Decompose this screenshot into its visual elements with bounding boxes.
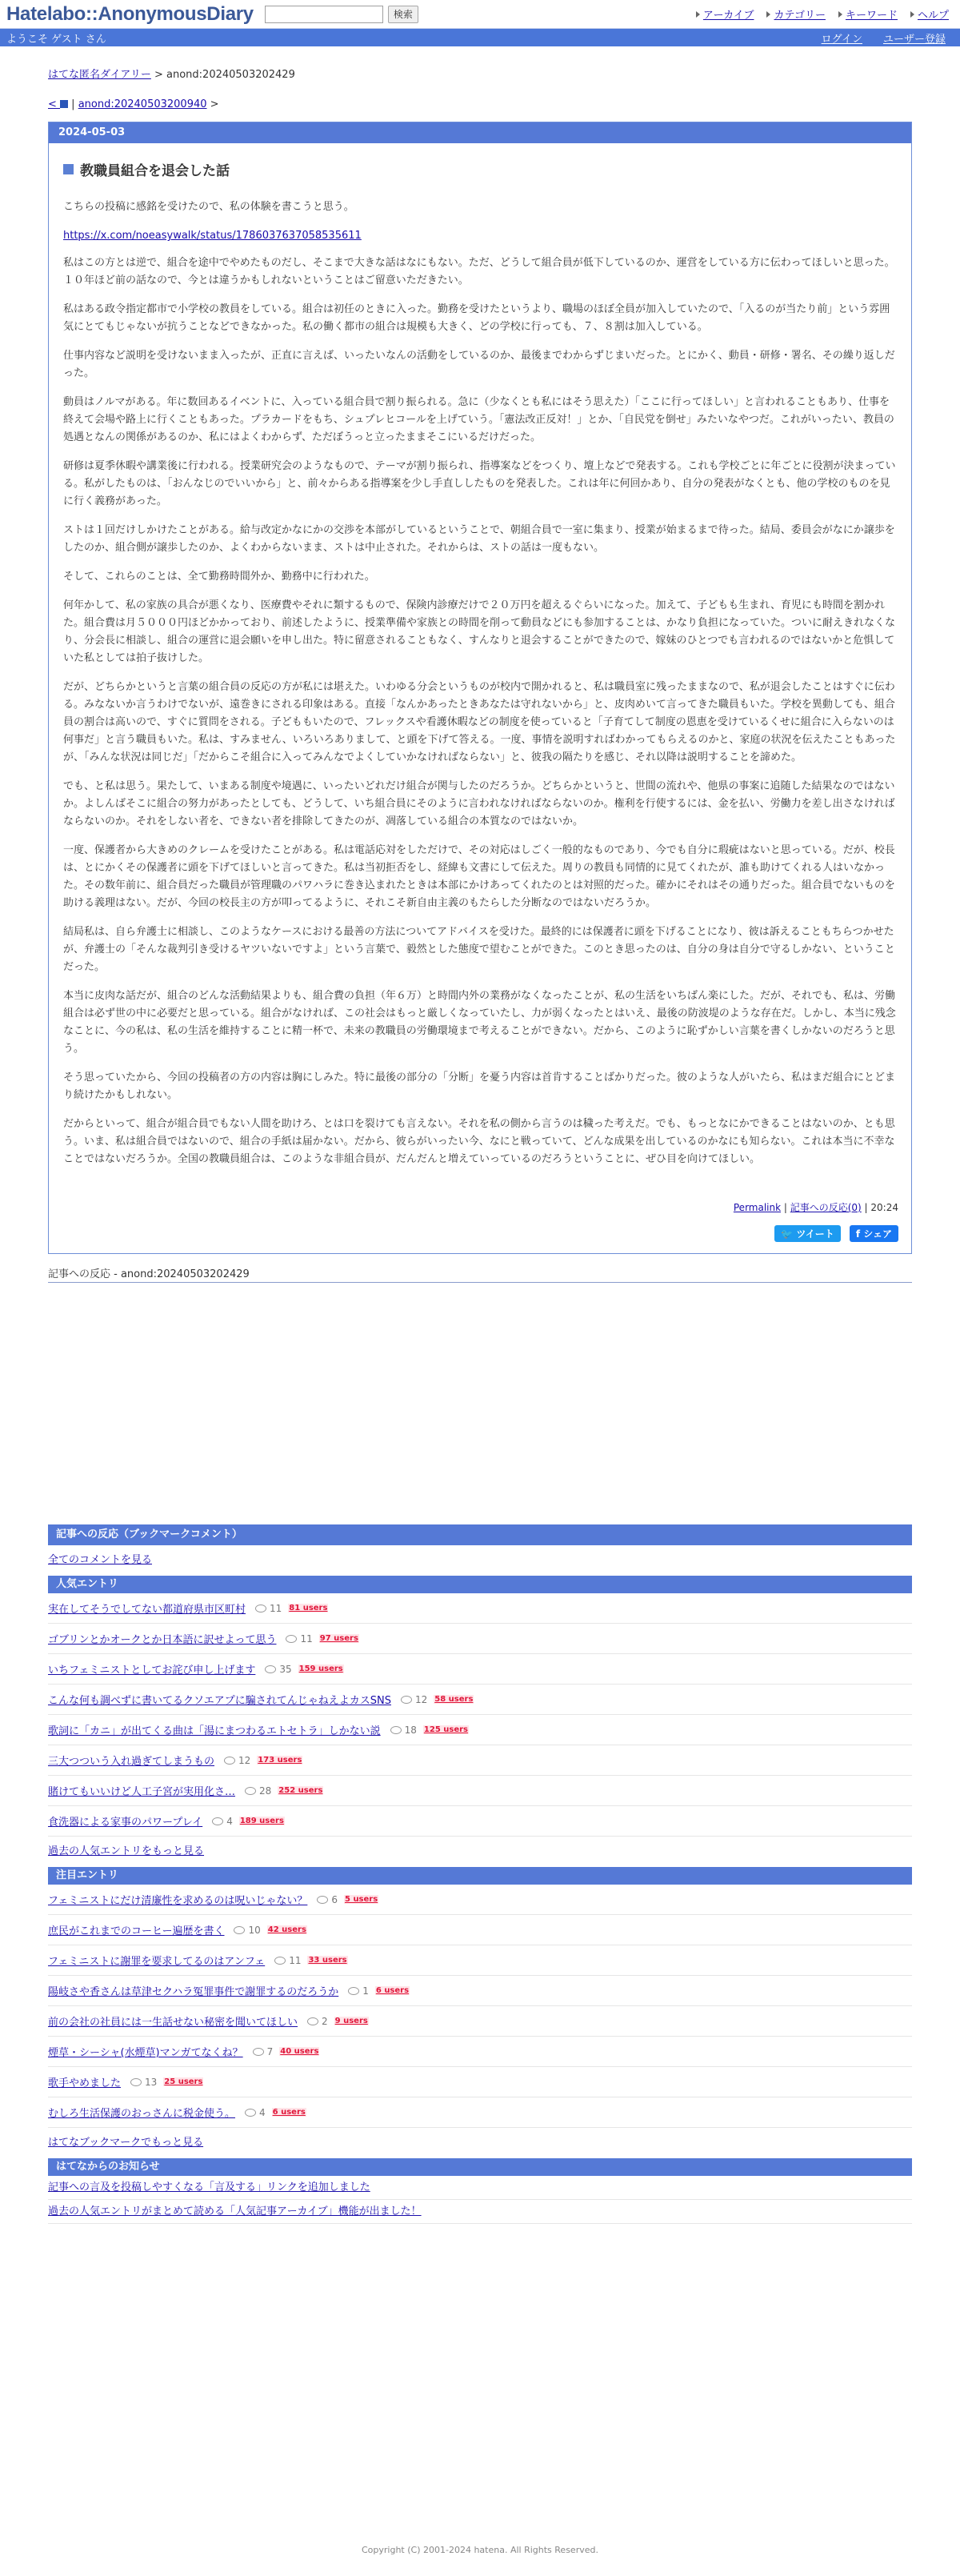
nav-archive-label: アーカイブ	[702, 10, 754, 22]
bookmark-users-badge[interactable]: 9 users	[334, 2017, 368, 2025]
featured-list	[48, 1885, 912, 2128]
bookmark-users-badge[interactable]: 81 users	[289, 1604, 328, 1613]
triangle-right-icon	[838, 11, 842, 18]
comment-count: 13	[145, 2076, 158, 2088]
bookmark-users-badge[interactable]: 252 users	[278, 1786, 323, 1795]
bookmark-users-badge[interactable]: 6 users	[272, 2108, 306, 2117]
entry-row	[48, 1806, 912, 1837]
entry-row	[48, 1776, 912, 1806]
all-comments-link[interactable]: 全てのコメントを見る	[48, 1554, 153, 1566]
entry-link[interactable]: 庶民がこれまでのコーヒー遍歴を書く	[48, 1925, 225, 1937]
entry-paragraph: 仕事内容など説明を受けないまま入ったが、正直に言えば、いったいなんの活動をしているのか、最後までわからずじまいだった。とにかく、動員・研修・署名、その繰り返しだった。	[63, 350, 895, 379]
entry-paragraph: 結局私は、自ら弁護士に相談し、このようなケースにおける最善の方法についてアドバイスを受けた。最終的には保護者に頭を下げることになり、彼は訴えることもちらつかせたが、弁護士の「そんな裁判引き受けるヤツいないですよ」という言葉で、毅然とした態度で望むことができた。このとき思ったのは、自分の身は自分で守るしかない、ということだった。	[63, 926, 895, 973]
nav-help-label: ヘルプ	[917, 10, 949, 22]
entry-link[interactable]: こんな何も調べずに書いてるクソエアプに騙されてんじゃねえよカスSNS	[48, 1695, 391, 1707]
entry-paragraph: 本当に皮肉な話だが、組合のどんな活動結果よりも、組合費の負担（年６万）と時間内外の業務がなくなったことが、私の生活をいちばん楽にした。だが、それでも、私は、労働組合は必ず世の中に必要だと思っている。組合がなければ、この社会はもっと厳しくなっていたし、力が弱くなったとはいえ、最後の防波堤のような存在だ。しかし、本当に残念なことに、今の私は、私の生活を維持することに精一杯で、未来の教職員の労働環境まで考えることができない。だから、このように恥ずかしい言葉を書くしかないのだろうと思う。	[63, 990, 896, 1055]
entry-body	[49, 143, 911, 1253]
entry-row	[48, 1976, 912, 2006]
entry-row	[48, 1915, 912, 1945]
bookmark-users-badge[interactable]: 97 users	[319, 1634, 358, 1643]
pager	[48, 98, 912, 110]
entry-paragraph: だからといって、組合が組合員でもない人間を助けろ、とは口を裂けても言えない。それを私の側から言うのは穢った考えだ。でも、もっとなにかできることはないのか、とも思う。いま、私は組合員ではないので、組合の手紙は届かない。だから、彼らがいったい今、なにと戦っていて、どんな成果を出しているのかなにも知らない。これは本当に不幸なことではないだろうか。全国の教職員組合は、このような非組合員が、だんだんと増えていっているのだろうということに、ぜひ目を向けてほしい。	[63, 1118, 895, 1165]
comment-count: 6	[331, 1893, 338, 1905]
entry-intro: こちらの投稿に感銘を受けたので、私の体験を書こうと思う。	[63, 201, 354, 213]
comment-count: 11	[289, 1954, 302, 1966]
reaction-heading: 記事への反応 - anond:20240503202429	[48, 1265, 912, 1283]
user-bar	[0, 29, 960, 46]
entry-link[interactable]: いちフェミニストとしてお詫び申し上げます	[48, 1665, 256, 1677]
bookmark-users-badge[interactable]: 173 users	[258, 1756, 302, 1765]
bookmark-users-badge[interactable]: 159 users	[298, 1665, 343, 1673]
entry-paragraph: 私はある政令指定都市で小学校の教員をしている。組合は初任のときに入った。勤務を受けたというより、職場のほぼ全員が加入していたので、「入るのが当たり前」という雰囲気にとてもじゃないが抗うことなどできなかった。私の働く都市の組合は規模も大きく、どの学校に行っても、７、８割は加入している。	[63, 303, 890, 333]
popular-more-link[interactable]: 過去の人気エントリをもっと見る	[48, 1845, 205, 1857]
featured-more-link[interactable]: はてなブックマークでもっと見る	[48, 2137, 204, 2149]
bookmark-users-badge[interactable]: 33 users	[308, 1956, 347, 1965]
title-square-icon	[63, 164, 74, 174]
entry-link[interactable]: 歌手やめました	[48, 2077, 122, 2089]
bookmark-comments-heading: 記事への反応（ブックマークコメント）	[48, 1524, 912, 1545]
bookmark-users-badge[interactable]: 5 users	[345, 1895, 378, 1904]
entry-external-link[interactable]: https://x.com/noeasywalk/status/1786037637058535611	[63, 230, 362, 242]
comment-count: 10	[248, 1924, 261, 1936]
entry-row	[48, 2037, 912, 2067]
entry-link[interactable]: フェミニストにだけ清廉性を求めるのは呪いじゃない？	[48, 1895, 308, 1907]
reactions-link[interactable]: 記事への反応(0)	[790, 1202, 862, 1213]
entry-row	[48, 1715, 912, 1745]
popular-entries-heading: 人気エントリ	[48, 1576, 912, 1593]
comment-bubble-icon	[390, 1726, 402, 1734]
comment-count: 11	[270, 1602, 282, 1614]
comment-bubble-icon	[286, 1635, 297, 1643]
facebook-share-button[interactable]	[850, 1225, 898, 1242]
welcome-text: ようこそ ゲスト さん	[6, 33, 106, 46]
nav-archive[interactable]	[696, 6, 754, 22]
comment-count: 4	[226, 1815, 233, 1827]
entry-link[interactable]: 陽岐さや香さんは草津セクハラ冤罪事件で謝罪するのだろうか	[48, 1986, 339, 1998]
entry-row	[48, 1945, 912, 1976]
entry-date: 2024-05-03	[49, 122, 911, 143]
entry-row	[48, 1685, 912, 1715]
bookmark-users-badge[interactable]: 58 users	[434, 1695, 474, 1704]
entry-row	[48, 1745, 912, 1776]
entry-time: 20:24	[870, 1202, 898, 1213]
pager-separator: |	[68, 98, 78, 110]
news-item	[48, 2200, 912, 2224]
triangle-right-icon	[910, 11, 914, 18]
nav-category-label: カテゴリー	[774, 10, 826, 22]
entry-box	[48, 122, 912, 1254]
triangle-right-icon	[696, 11, 700, 18]
entry-paragraph: 一度、保護者から大きめのクレームを受けたことがある。私は電話応対をしただけで、その対応はしごく一般的なものであり、今でも自分に瑕疵はないと思っている。だが、校長は、とにかくその保護者に頭を下げてほしいと言ってきた。私は当初拒否をし、経緯も文書にして伝えた。周りの教員も同情的に見てくれたが、誰も助けてくれる人はいなかった。その数年前に、組合員だった職員が管理職のパワハラに巻き込まれたときは本部にかけあってくれたのとは対照的だった。確かにそれはその通りだった。組合員でないものを助ける義理はない。だが、今回の校長主の方が叩ってるように、それこそ新自由主義のもたらした分断なのではないだろうか。	[63, 844, 895, 909]
comment-count: 28	[259, 1785, 272, 1797]
entry-link[interactable]: 煙草・シーシャ(水煙草)マンガてなくね？	[48, 2047, 243, 2059]
entry-row	[48, 2097, 912, 2128]
hatena-news-heading: はてなからのお知らせ	[48, 2158, 912, 2176]
entry-paragraph: 動員はノルマがある。年に数回あるイベントに、入っている組合員で割り振られる。急に（少なくとも私にはそう思えた）「ここに行ってほしい」と言われることもあり、仕事を終えて会場や路上に行くこともあった。プラカードをもち、シュプレヒコールを上げていう。「憲法改正反対！」とか、「自民党を倒せ」みたいなやつだ。これがいったい、教員の処遇となんの関係があるのか、私にはよくわからず、ただぼうっと立ったままそこにいるだけだった。	[63, 396, 894, 443]
comment-count: 2	[322, 2015, 328, 2027]
comment-count: 12	[238, 1754, 251, 1766]
entry-link[interactable]: 歌詞に「カニ」が出てくる曲は「湯にまつわるエトセトラ」しかない説	[48, 1725, 381, 1737]
news-item	[48, 2176, 912, 2200]
entry-row	[48, 1593, 912, 1624]
nav-keyword[interactable]	[838, 6, 898, 22]
entry-paragraph: 私はこの方とは逆で、組合を途中でやめたものだし、そこまで大きな話はなにもない。ただ、どうして組合員が低下しているのか、運営をしている方に伝わってほしいと思った。１０年ほど前の話なので、今とは違うかもしれないということはご留意いただきたい。	[63, 257, 895, 286]
site-logo[interactable]: Hatelabo::AnonymousDiary	[6, 2, 254, 25]
bookmark-area	[48, 1524, 912, 2224]
comment-count: 12	[414, 1693, 428, 1705]
entry-link[interactable]: フェミニストに謝罪を要求してるのはアンフェ	[48, 1956, 266, 1968]
main-content	[48, 66, 912, 2224]
share-label: シェア	[863, 1228, 892, 1240]
comment-count: 35	[279, 1663, 292, 1675]
entry-row	[48, 1885, 912, 1915]
pager-prefix: <	[48, 98, 61, 110]
entry-paragraph: ストは１回だけしかけたことがある。給与改定かなにかの交渉を本部がしているということで、朝組合員で一室に集まり、授業が始まるまで待った。結局、委員会がなにか譲歩をしたのか、組合側が譲歩したのか、よくわからないまま、ストは中止された。それからは、ストの話は一度もない。	[63, 524, 895, 554]
news-link[interactable]: 過去の人気エントリがまとめて読める「人気記事アーカイブ」機能が出ました！	[48, 2205, 422, 2217]
comment-bubble-icon	[317, 1896, 328, 1904]
comment-bubble-icon	[307, 2017, 318, 2025]
entry-paragraph: そして、これらのことは、全て勤務時間外か、勤務中に行われた。	[63, 571, 375, 583]
news-link[interactable]: 記事への言及を投稿しやすくなる「言及する」リンクを追加しました	[48, 2181, 370, 2193]
register-link[interactable]: ユーザー登録	[882, 33, 946, 46]
bookmark-users-badge[interactable]: 42 users	[267, 1925, 306, 1934]
triangle-right-icon	[766, 11, 770, 18]
comment-count: 18	[404, 1724, 417, 1736]
comment-bubble-icon	[265, 1665, 276, 1673]
comment-count: 4	[259, 2106, 266, 2118]
entry-title[interactable]	[63, 159, 898, 179]
facebook-icon: f	[855, 1228, 864, 1240]
entry-paragraph: 研修は夏季休暇や講業後に行われる。授業研究会のようなもので、テーマが割り振られ、指導案などをつくり、壇上などで発表する。これも学校ごとに年ごとに役割が決まっている。私がしたものは、「おんなじのでいいから」と、前々からある指導案を少し手直ししたものを発表した。これは年に何回かあり、自分の発表がなくとも、他の学校のものを見に行く義務があった。	[63, 460, 896, 507]
bookmark-users-badge[interactable]: 6 users	[375, 1986, 410, 1995]
bookmark-users-badge[interactable]: 125 users	[423, 1725, 468, 1734]
nav-keyword-label: キーワード	[845, 10, 898, 22]
entry-link[interactable]: 食洗器による家事のパワープレイ	[48, 1817, 203, 1829]
entry-row	[48, 1624, 912, 1654]
comment-bubble-icon	[348, 1987, 359, 1995]
comment-bubble-icon	[212, 1817, 223, 1825]
comment-bubble-icon	[245, 1787, 256, 1795]
comment-bubble-icon	[253, 2048, 264, 2056]
pager-prev[interactable]	[48, 98, 68, 110]
pager-suffix: >	[206, 98, 219, 110]
bookmark-users-badge[interactable]: 189 users	[239, 1817, 284, 1825]
entry-link[interactable]: 賭けてもいいけど人工子宮が実用化さ…	[48, 1786, 236, 1798]
comment-count: 7	[266, 2045, 274, 2057]
bookmark-users-badge[interactable]: 25 users	[164, 2077, 203, 2086]
nav-category[interactable]	[766, 6, 825, 22]
footer-separator: |	[861, 1202, 871, 1213]
comment-bubble-icon	[255, 1604, 266, 1613]
search-button[interactable]: 検索	[388, 6, 418, 23]
entry-link[interactable]: 実在してそうでしてない都道府県市区町村	[48, 1604, 246, 1616]
copyright: Copyright (C) 2001-2024 hatena. All Rights Reserved.	[362, 2545, 598, 2555]
comment-bubble-icon	[234, 1926, 245, 1934]
entry-row	[48, 2006, 912, 2037]
tweet-button[interactable]	[774, 1225, 841, 1242]
search-input[interactable]	[265, 6, 383, 23]
entry-paragraph: だが、どちらかというと言葉の組合員の反応の方が私には堪えた。いわゆる分会というものが校内で開かれると、私は職員室に残ったままなので、私が退会したことはすぐに伝わる。みなないか言うわけでないが、遠巻きにされる印象はある。直接「なんかあったときあなたは守れないから」と、皮肉めいて言ってきた職員もいた。学校を異動しても、組合員の割合は高いので、すぐに質問をされる。子どももいたので、フレックスや看護休暇などの制度を使っていると「子育てして制度の恩恵を受けているくせに組合に入らないのは何事だ」と言う職員もいた。私は、すみません、いろいろありまして、と頭を下げて答える。一度、事情を説明すればわかってもらえるのかと、家庭の状況を伝えたこともあったが、「みんな状況は同じだ」「だからこそ組合に入ってみんなでよくしていかなければならない」と、彼我の隔たりを感じ、それ以降は説明することを諦めた。	[63, 681, 896, 763]
entry-link[interactable]: 前の会社の社員には一生話せない秘密を聞いてほしい	[48, 2017, 298, 2029]
breadcrumb-current: anond:20240503202429	[166, 69, 295, 81]
breadcrumb-home[interactable]: はてな匿名ダイアリー	[48, 69, 151, 81]
entry-paragraph: 何年かして、私の家族の具合が悪くなり、医療費やそれに類するもので、保険内診療だけで２０万円を超えるぐらいになった。加えて、子どもも生まれ、育児にも時間を割かれた。組合費は月５０００円ほどかかっており、前述したように、授業準備や家族との時間を削って動員などにも参加することは、かなり負担になっていた。ついに耐えきれなくなり、分会長に相談し、組合の運営に退会願いを申し出た。特に留意されることもなく、すんなりと退会することができたので、嫁妹のひとつでも言われるのではないかと危惧していた私としては拍子抜けした。	[63, 599, 896, 664]
square-icon	[60, 100, 68, 108]
footer-separator: |	[781, 1202, 790, 1213]
comment-bubble-icon	[245, 2109, 256, 2117]
comment-bubble-icon	[401, 1696, 412, 1704]
bird-icon: 🐦	[781, 1228, 797, 1240]
entry-link[interactable]: ゴブリンとかオークとか日本語に訳せよって思う	[48, 1634, 277, 1646]
entry-row	[48, 2067, 912, 2097]
comment-bubble-icon	[274, 1957, 286, 1965]
entry-paragraph: そう思っていたから、今回の投稿者の方の内容は胸にしみた。特に最後の部分の「分断」を憂う内容は首肯することばかりだった。彼のような人がいたら、私はまだ組合にとどまり続けたかもしれない。	[63, 1072, 896, 1101]
breadcrumb	[48, 66, 912, 81]
top-nav	[696, 6, 954, 22]
entry-title-text: 教職員組合を退会した話	[80, 163, 230, 179]
entry-link[interactable]: 三大つついう入れ過ぎてしまうもの	[48, 1756, 215, 1768]
login-link[interactable]: ログイン	[821, 33, 862, 46]
entry-link[interactable]: むしろ生活保護のおっさんに税金使う。	[48, 2108, 236, 2120]
comment-bubble-icon	[130, 2078, 142, 2086]
popular-list	[48, 1593, 912, 1837]
share-row	[63, 1225, 898, 1242]
entry-paragraph: でも、と私は思う。果たして、いまある制度や境遇に、いったいどれだけ組合が関与したのだろうか。どちらかというと、世間の流れや、他県の事案に追随した結果なのではないか。よしんばそこに組合の努力があったとしても、どうして、いち組合員にそのように言われなければならないのか。権利を行使するには、金を払い、労働力を差し出さなければならないのか。それをしない者を、できない者を排除してきたのが、凋落している組合の本質なのではないか。	[63, 780, 895, 827]
header-bar	[0, 0, 960, 29]
entry-row	[48, 1654, 912, 1685]
comment-count: 1	[362, 1985, 369, 1997]
comment-bubble-icon	[224, 1757, 235, 1765]
permalink-link[interactable]: Permalink	[733, 1202, 782, 1213]
pager-prev-entry-link[interactable]: anond:20240503200940	[78, 98, 207, 110]
tweet-label: ツイート	[796, 1228, 834, 1240]
bookmark-users-badge[interactable]: 40 users	[280, 2047, 319, 2056]
breadcrumb-separator: >	[150, 69, 167, 81]
entry-footer	[63, 1200, 898, 1214]
comment-count: 11	[300, 1633, 313, 1645]
nav-help[interactable]	[910, 6, 949, 22]
featured-entries-heading: 注目エントリ	[48, 1867, 912, 1885]
